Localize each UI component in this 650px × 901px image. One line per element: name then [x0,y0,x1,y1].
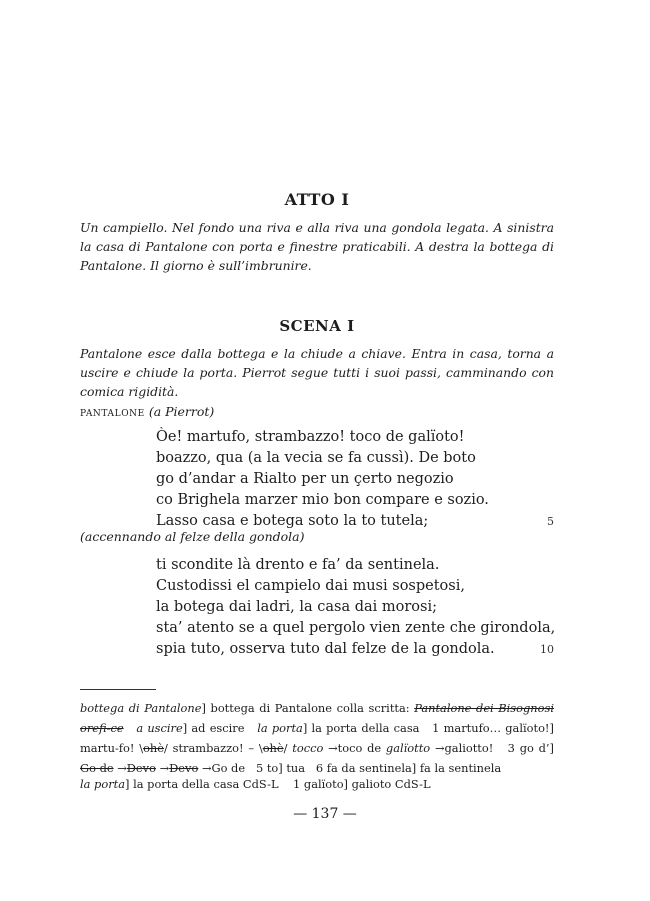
verse-line: sta’ atento se a quel pergolo vien zente che girondola, [156,620,556,636]
critical-apparatus: bottega di Pantalone] bottega di Pantalone colla scritta: Pantalone dei Bisognosi orefi-ce a uscire] ad escire la porta] la porta della casa 1 martufo… galïoto!] martu-fo! \ohè/ strambazzo! – \ohè/ tocco →toco de galïotto →galiotto! 3 go d’] Go de →Devo →Devo →Go de 5 to] tua 6 fa da sentinela] fa la sentinela [80,701,554,775]
verse-line: ti scondite là drento e fa’ da sentinela. [156,557,440,573]
verse-line: co Brighela marzer mio bon compare e sozio. [156,492,489,508]
apparatus-lemma: a uscire [136,721,183,735]
scene-title: SCENA I [279,317,355,335]
verse-line: spia tuto, osserva tuto dal felze de la gondola. 10 [156,639,556,660]
footnote-divider [80,689,156,690]
verse-line: Òe! martufo, strambazzo! toco de galïoto! [156,429,465,445]
speaker-name: pantalone [80,404,145,419]
critical-apparatus-second-block: la porta] la porta della casa CdS-L 1 galïoto] galioto CdS-L [80,777,431,791]
page-number: — 137 — [293,806,357,822]
line-number: 5 [547,515,554,528]
act-title: ATTO I [284,190,350,209]
verse-line: Custodissi el campielo dai musi sospetosi, [156,578,465,594]
apparatus-lemma: bottega di Pantalone [80,701,202,715]
speaker-line [80,404,214,419]
verse-line: la botega dai ladri, la casa dai morosi; [156,599,438,615]
act-stage-direction: Un campiello. Nel fondo una riva e alla riva una gondola legata. A sinistra la casa di Pantalone con porta e finestre praticabili. A destra la bottega di Pantalone. Il giorno è sull’imbrunire. [80,220,554,273]
inline-stage-direction: (accennando al felze della gondola) [80,529,305,544]
scene-stage-direction: Pantalone esce dalla bottega e la chiude a chiave. Entra in casa, torna a uscire e chiude la porta. Pierrot segue tutti i suoi passi, camminando con comica rigidità. [80,346,554,399]
verse-line: boazzo, qua (a la vecia se fa cussì). De boto [156,450,476,466]
verse-block-2 [156,555,556,660]
verse-line: go d’andar a Rialto per un çerto negozio [156,471,454,487]
speaker-direction: (a Pierrot) [148,404,215,419]
apparatus-lemma: la porta [80,777,126,791]
verse-block-1 [156,427,556,532]
verse-line: Lasso casa e botega soto la to tutela; 5 [156,511,556,532]
line-number: 10 [540,643,554,656]
struck-reading: Pantalone dei Bisognosi orefi-ce [80,701,554,735]
apparatus-lemma: la porta [257,721,303,735]
